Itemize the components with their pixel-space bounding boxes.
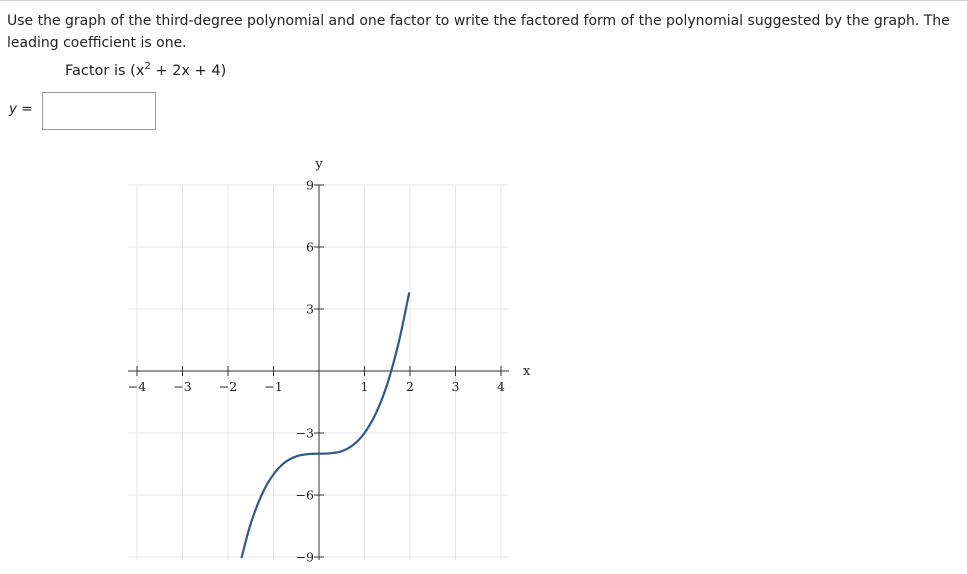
question-prompt: Use the graph of the third-degree polynomial and one factor to write the factored form of the polynomial suggested by the graph. The leading coefficient is one. <box>7 13 950 51</box>
x-axis-label: x <box>523 364 531 379</box>
answer-label-equals: = <box>17 101 33 117</box>
x-tick-label: −2 <box>218 379 238 394</box>
y-tick-label: 6 <box>306 239 314 255</box>
x-tick-label: 3 <box>451 379 460 394</box>
y-tick-label: 3 <box>306 301 314 317</box>
factor-prefix: Factor is (x <box>65 63 145 79</box>
y-tick-label: −9 <box>295 549 314 565</box>
y-tick-label: −6 <box>295 487 314 503</box>
x-tick-label: 4 <box>497 379 505 394</box>
polynomial-curve <box>242 293 409 557</box>
x-tick-label: −3 <box>173 379 192 394</box>
x-tick-label: −4 <box>127 379 147 394</box>
x-tick-label: 1 <box>360 379 369 394</box>
x-tick-label: 2 <box>406 379 414 394</box>
y-tick-label: −3 <box>295 425 314 441</box>
answer-label-variable: y <box>9 101 17 117</box>
x-tick-label: −1 <box>264 379 283 394</box>
factor-suffix: + 2x + 4) <box>150 63 227 79</box>
factor-exponent: 2 <box>144 61 151 72</box>
y-axis-label: y <box>315 157 323 172</box>
y-tick-label: 9 <box>306 177 314 193</box>
